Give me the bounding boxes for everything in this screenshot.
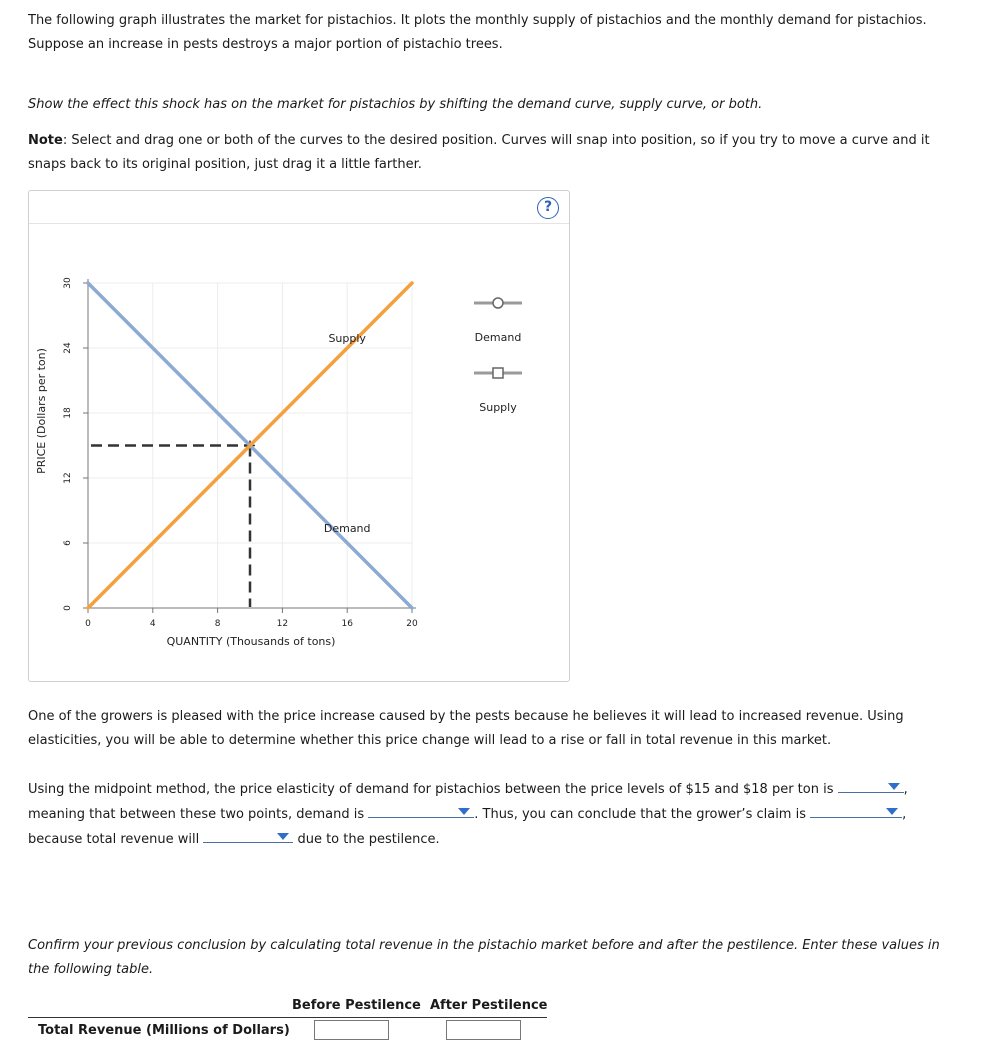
confirm-instruction: Confirm your previous conclusion by calculating total revenue in the pistachio market before and after the pestilence. Enter these values in the following table.: [28, 938, 940, 977]
legend-demand-label: Demand: [474, 331, 522, 344]
instruction-text: Show the effect this shock has on the market for pistachios by shifting the demand curve, supply curve, or both.: [28, 97, 763, 112]
column-header-after: After Pestilence: [430, 998, 548, 1013]
supply-curve-label: Supply: [328, 332, 366, 346]
row-label-total-revenue: Total Revenue (Millions of Dollars): [38, 1023, 290, 1038]
demand-type-dropdown[interactable]: [368, 802, 474, 818]
after-pestilence-input[interactable]: [446, 1020, 521, 1040]
x-tick-label: 8: [214, 619, 221, 629]
x-axis-label: QUANTITY (Thousands of tons): [166, 635, 336, 648]
chevron-down-icon: [888, 783, 900, 790]
legend-supply-label: Supply: [479, 401, 517, 414]
column-header-before: Before Pestilence: [292, 998, 421, 1013]
x-tick-label: 12: [276, 619, 289, 629]
note-label: Note: [28, 133, 63, 148]
elasticity-text-4: , because total revenue will: [28, 807, 907, 847]
note-body: : Select and drag one or both of the curves to the desired position. Curves will snap into position, so if you try to move a curve and it snaps back to its original position, just drag it a little farther.: [28, 133, 930, 172]
y-tick-label: 12: [63, 472, 73, 484]
x-tick-label: 20: [406, 619, 418, 629]
legend-supply-square-icon[interactable]: [493, 368, 503, 378]
elasticity-text-2: , meaning that between these two points, demand is: [28, 782, 908, 822]
x-tick-label: 16: [341, 619, 353, 629]
demand-curve-label: Demand: [323, 521, 371, 535]
chevron-down-icon: [277, 833, 289, 840]
elasticity-question: [28, 777, 943, 852]
elasticity-text-1: Using the midpoint method, the price elasticity of demand for pistachios between the price levels of $15 and $18 per ton is: [28, 782, 838, 797]
y-tick-label: 18: [63, 407, 73, 419]
chart-legend[interactable]: [474, 298, 522, 414]
x-tick-label: 4: [149, 619, 156, 629]
legend-demand-circle-icon[interactable]: [493, 298, 503, 308]
elasticity-text-5: due to the pestilence.: [293, 832, 440, 847]
revenue-table: [28, 990, 548, 1050]
before-pestilence-input[interactable]: [314, 1020, 389, 1040]
chart-curves[interactable]: [88, 283, 412, 608]
revenue-question-text: One of the growers is pleased with the price increase caused by the pests because he believes it will lead to increased revenue. Using elasticities, you will be able to determine whether this price change will lead to a rise or fall in total revenue in this market.: [28, 709, 904, 748]
elasticity-text-3: . Thus, you can conclude that the grower’s claim is: [474, 807, 811, 822]
y-axis-label: PRICE (Dollars per ton): [35, 348, 48, 474]
graph-panel: [28, 190, 570, 682]
help-icon[interactable]: ?: [537, 197, 559, 219]
elasticity-value-dropdown[interactable]: [838, 777, 904, 793]
y-tick-label: 6: [63, 540, 73, 546]
x-tick-label: 0: [85, 619, 91, 629]
note-text: [28, 129, 948, 177]
chevron-down-icon: [886, 808, 898, 815]
revenue-direction-dropdown[interactable]: [203, 827, 293, 843]
y-tick-label: 30: [63, 277, 73, 289]
table-divider: [28, 1017, 547, 1018]
y-tick-label: 0: [63, 605, 73, 611]
chart: [29, 191, 569, 681]
chevron-down-icon: [458, 808, 470, 815]
intro-text: The following graph illustrates the market for pistachios. It plots the monthly supply of pistachios and the monthly demand for pistachios. Suppose an increase in pests destroys a major portion of pistachio trees.: [28, 13, 927, 52]
claim-correctness-dropdown[interactable]: [810, 802, 902, 818]
y-tick-label: 24: [63, 342, 73, 354]
